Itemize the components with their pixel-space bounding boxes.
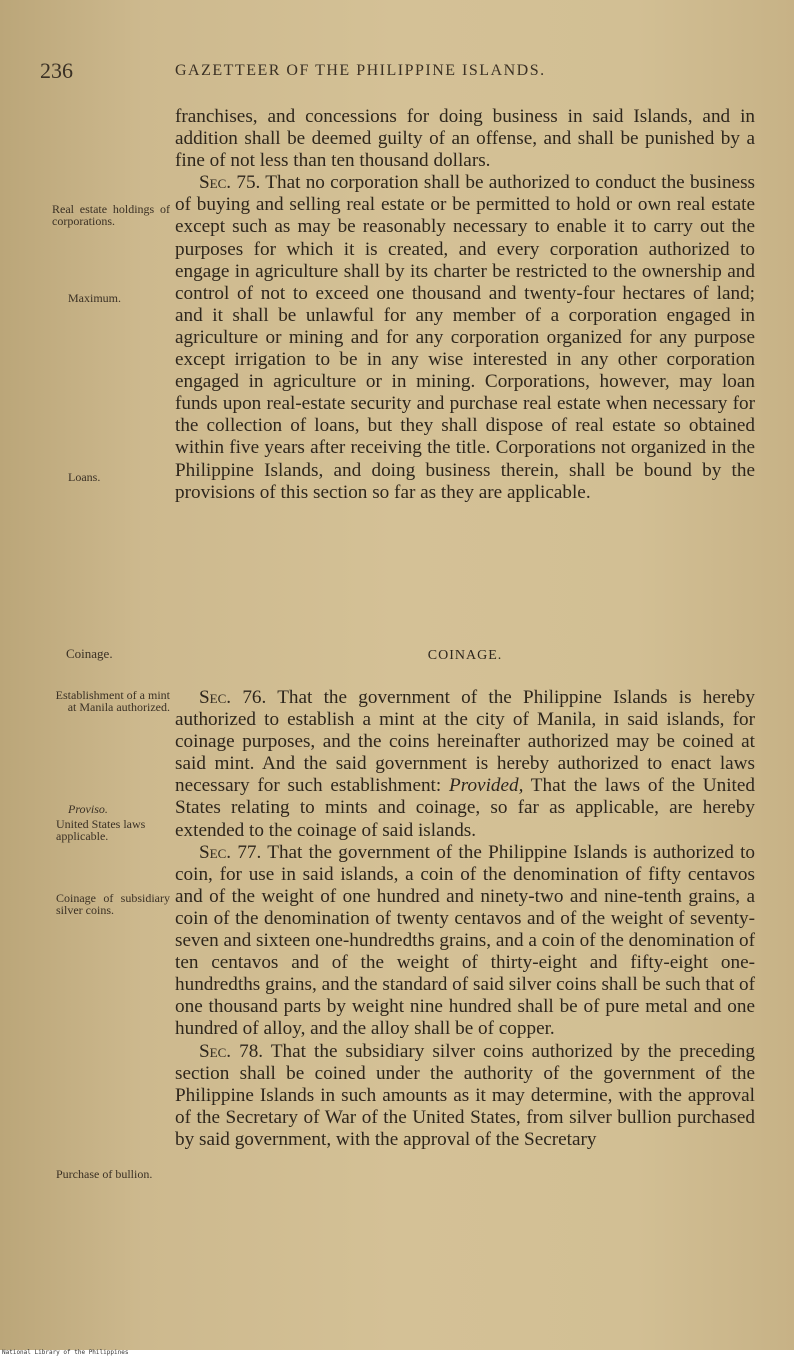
margin-note-us-laws: United States laws applicable.: [56, 817, 146, 843]
page-header: [40, 58, 760, 88]
section-75-text: That no corporation shall be authorized to conduct the business of buying and selling real estate or be permitted to hold or own real estate except such as may be reasonably necessary to enable it to carry out the purposes for which it is created, and every corporation authorized to engage in agriculture shall by its charter be restricted to the ownership and control of not to exceed one thousand and twenty-four hectares of land; and it shall be unlawful for any member of a corporation engaged in agriculture or mining and for any corporation organized for any purpose except irrigation to be in any wise interested in any other corporation engaged in agriculture or in mining. Corporations, however, may loan funds upon real-estate security and purchase real estate when necessary for the collection of loans, but they shall dispose of real estate so obtained within five years after receiving the title. Corporations not organized in the Philippine Islands, and doing business therein, shall be bound by the provisions of this section so far as they are applicable.: [175, 172, 755, 503]
margin-note-subsidiary-coins: Coinage of subsidiary silver coins.: [56, 891, 170, 917]
section-76-text-b: That the laws of the United States relating to mints and coinage, so far as applicable, are hereby extended to the coinage of said islands.: [175, 775, 755, 841]
running-title: GAZETTEER OF THE PHILIPPINE ISLANDS.: [175, 62, 546, 79]
section-78-label: Sec. 78.: [199, 1040, 264, 1062]
margin-note-bullion: Purchase of bullion.: [56, 1167, 153, 1181]
text-block-coinage: [175, 687, 755, 1151]
footer-credit: National Library of the Philippines: [2, 1349, 129, 1356]
provided-word: Provided,: [448, 775, 524, 797]
margin-note-mint: Establishment of a mint at Manila authorized.: [55, 688, 170, 714]
section-78-text: That the subsidiary silver coins authorized by the preceding section shall be coined under the authority of the government of the Philippine Islands in such amounts as it may determine, with the approval of the Secretary of War of the United States, from silver bullion purchased by said government, with the approval of the Secretary: [175, 1040, 755, 1150]
section-76-label: Sec. 76.: [199, 687, 267, 708]
section-77: [175, 842, 755, 1041]
section-76-text-a: That the government of the Philippine Islands is hereby authorized to establish a mint at the city of Manila, in said islands, for coinage purposes, and the coins hereinafter authorized may be coined at said mint. And the said government is hereby authorized to enact laws necessary for such establishment:: [175, 687, 755, 797]
margin-note-loans: Loans.: [68, 470, 101, 484]
section-76: [175, 687, 755, 842]
margin-note-maximum: Maximum.: [68, 291, 121, 305]
text-block-sec-75: [175, 106, 755, 504]
section-heading-coinage: COINAGE.: [427, 648, 503, 663]
margin-note-proviso: Proviso.: [68, 802, 108, 816]
section-77-label: Sec. 77.: [199, 841, 262, 863]
continuation-paragraph: franchises, and concessions for doing business in said Islands, and in addition shall be deemed guilty of an offense, and shall be punished by a fine of not less than ten thousand dollars.: [175, 106, 755, 172]
page-number: 236: [40, 58, 73, 83]
section-78: [175, 1041, 755, 1151]
margin-note-real-estate: Real estate holdings of corporations.: [52, 202, 170, 228]
margin-note-coinage: Coinage.: [66, 646, 113, 661]
section-75-label: Sec. 75.: [199, 172, 261, 194]
footer-strip: [0, 1350, 794, 1358]
section-75: [175, 172, 755, 503]
section-77-text: That the government of the Philippine Islands is authorized to coin, for use in said islands, a coin of the denomination of fifty centavos and of the weight of one hundred and ninety-two and nine-tenth grains, a coin of the denomination of twenty centavos and of the weight of seventy-seven and sixteen one-hundredths grains, and a coin of the denomination of ten centavos and of the weight of thirty-eight and fifty-eight one-hundredths grains, and the standard of said silver coins shall be such that of one thousand parts by weight nine hundred shall be of pure metal and one hundred of alloy, and the alloy shall be of copper.: [175, 841, 755, 1040]
